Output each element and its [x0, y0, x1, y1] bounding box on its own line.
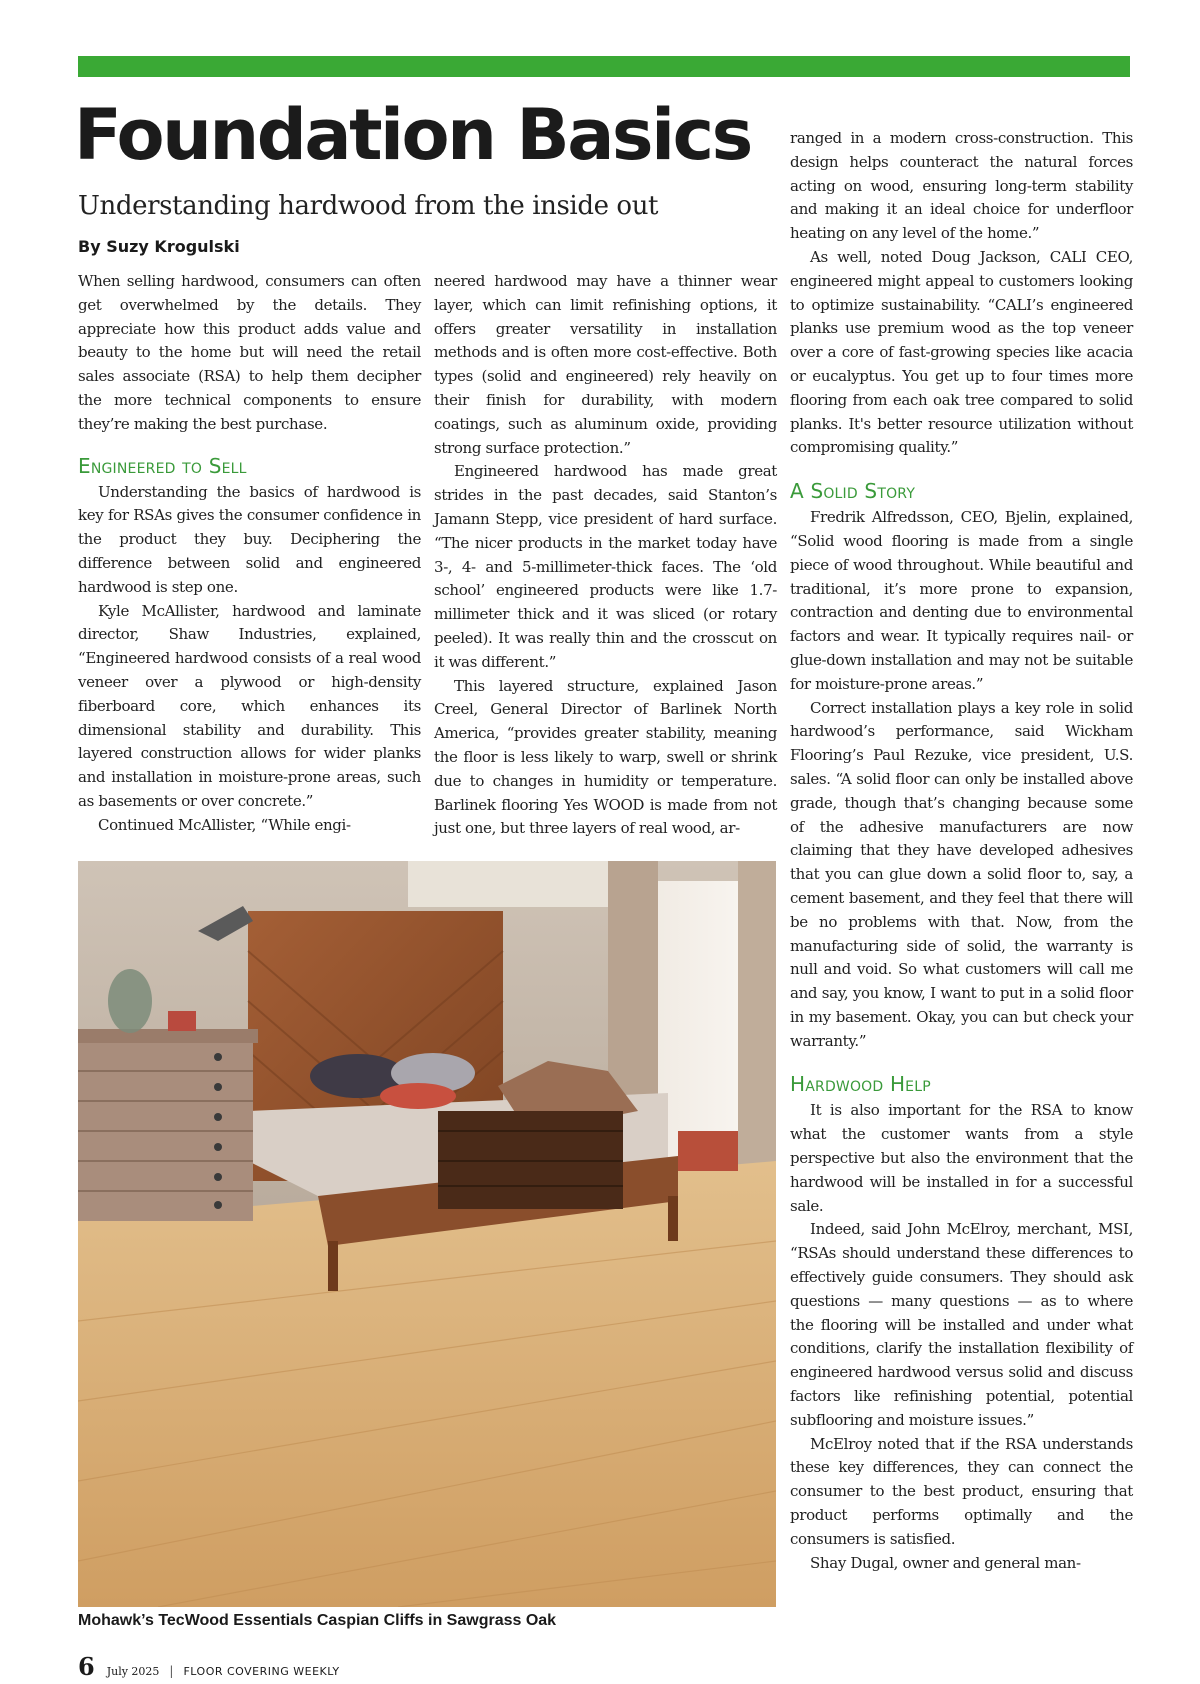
pillow [380, 1083, 456, 1109]
paragraph: Kyle McAllister, hardwood and laminate director, Shaw Industries, explained, “Engineered hardwood consists of a real wood veneer over a plywood or high-density fiberboard core, which enhances its dimensional stability and durability. This layered construction allows for wider planks and installation in moisture-prone areas, such as basements or over concrete.” [78, 601, 421, 810]
publication-name: FLOOR COVERING WEEKLY [183, 1665, 340, 1678]
paragraph: Understanding the basics of hardwood is key for RSAs gives the consumer confidence in the product they buy. Deciphering the difference between solid and engineered hardwood is step one. [78, 482, 421, 596]
dresser-top [78, 1029, 258, 1043]
paragraph: As well, noted Doug Jackson, CALI CEO, engineered might appeal to customers looking to optimize sustainability. “CALI’s engineered planks use premium wood as the top veneer over a core of fast-growing species like acacia or eucalyptus. You get up to four times more flooring from each oak tree compared to solid planks. It's better resource utilization without compromising quality.” [790, 247, 1133, 457]
page-number: 6 [78, 1652, 95, 1681]
bedroom-floor-photo [78, 861, 776, 1607]
section-heading-solid: A Solid Story [790, 479, 916, 504]
paragraph: This layered structure, explained Jason Creel, General Director of Barlinek North America, “provides greater stability, meaning the floor is less likely to warp, swell or shrink due to changes in humidity or temperature. Barlinek flooring Yes WOOD is made from not just one, but three layers of real wood, ar- [434, 676, 777, 838]
bed-leg [668, 1196, 678, 1241]
paragraph: Engineered hardwood has made great strides in the past decades, said Stanton’s Jamann Stepp, vice president of hard surface. “The nicer products in the market today have 3-, 4- and 5-millimeter-thick faces. The ‘old school’ engineered products were like 1.7-millimeter thick and it was sliced (or rotary peeled). It was really thin and the crosscut on it was different.” [434, 462, 777, 671]
paragraph: neered hardwood may have a thinner wear layer, which can limit refinishing options, it offers greater versatility in installation methods and is often more cost-effective. Both types (solid and engineered) rely heavily on their finish for durability, with modern coatings, such as aluminum oxide, providing strong surface protection.” [434, 272, 777, 457]
article-subtitle: Understanding hardwood from the inside out [78, 191, 659, 221]
page-footer [78, 1652, 340, 1682]
article-column-1 [78, 270, 421, 838]
paragraph: It is also important for the RSA to know what the customer wants from a style perspective but also the environment that the hardwood will be installed in for a successful sale. [790, 1101, 1133, 1215]
bed-leg [328, 1241, 338, 1291]
issue-date: July 2025 [106, 1665, 160, 1678]
paragraph: When selling hardwood, consumers can often get overwhelmed by the details. They appreciate how this product adds value and beauty to the home but will need the retail sales associate (RSA) to help them decipher the more technical components to ensure they’re making the best purchase. [78, 272, 421, 433]
header-accent-bar [78, 56, 1130, 77]
paragraph: McElroy noted that if the RSA understands these key differences, they can connect the consumer to the best product, ensuring that product performs optimally and the consumers is satisfied. [790, 1434, 1133, 1548]
article-column-2 [434, 270, 777, 841]
photo-caption: Mohawk’s TecWood Essentials Caspian Cliffs in Sawgrass Oak [78, 1612, 557, 1629]
paragraph: Correct installation plays a key role in solid hardwood’s performance, said Wickham Flooring’s Paul Rezuke, vice president, U.S. sales. “A solid floor can only be installed above grade, though that’s changing because some of the adhesive manufacturers are now claiming that they have developed adhesives that you can glue down a solid floor to, say, a cement basement, and they feel that there will be no problems with that. Now, from the manufacturing side of solid, the warranty is null and void. So what customers will call me and say, you know, I want to put in a solid floor in my basement. Okay, you can but check your warranty.” [790, 698, 1133, 1050]
paragraph: Continued McAllister, “While engi- [98, 815, 351, 834]
section-heading-help: Hardwood Help [790, 1072, 931, 1097]
paragraph: Fredrik Alfredsson, CEO, Bjelin, explained, “Solid wood flooring is made from a single piece of wood throughout. While beautiful and traditional, it’s more prone to expansion, contraction and denting due to environmental factors and wear. It typically requires nail- or glue-down installation and may not be suitable for moisture-prone areas.” [790, 508, 1133, 693]
footer-separator: | [169, 1664, 174, 1678]
article-title: Foundation Basics [74, 94, 751, 176]
paragraph: Shay Dugal, owner and general man- [810, 1553, 1081, 1572]
side-table [678, 1131, 738, 1171]
red-books [168, 1011, 196, 1031]
vase [108, 969, 152, 1033]
article-column-3 [790, 127, 1133, 1575]
section-heading-engineered: Engineered to Sell [78, 453, 247, 478]
wall-art [408, 861, 608, 907]
paragraph: ranged in a modern cross-construction. This design helps counteract the natural forces acting on wood, ensuring long-term stability and making it an ideal choice for underfloor heating on any level of the home.” [790, 129, 1133, 243]
paragraph: Indeed, said John McElroy, merchant, MSI, “RSAs should understand these differences to effectively guide consumers. They should ask questions — many questions — as to where the flooring will be installed and under what conditions, clarify the installation flexibility of engineered hardwood versus solid and discuss factors like refinishing potential, potential subflooring and moisture issues.” [790, 1220, 1133, 1429]
author-byline: By Suzy Krogulski [78, 237, 240, 256]
